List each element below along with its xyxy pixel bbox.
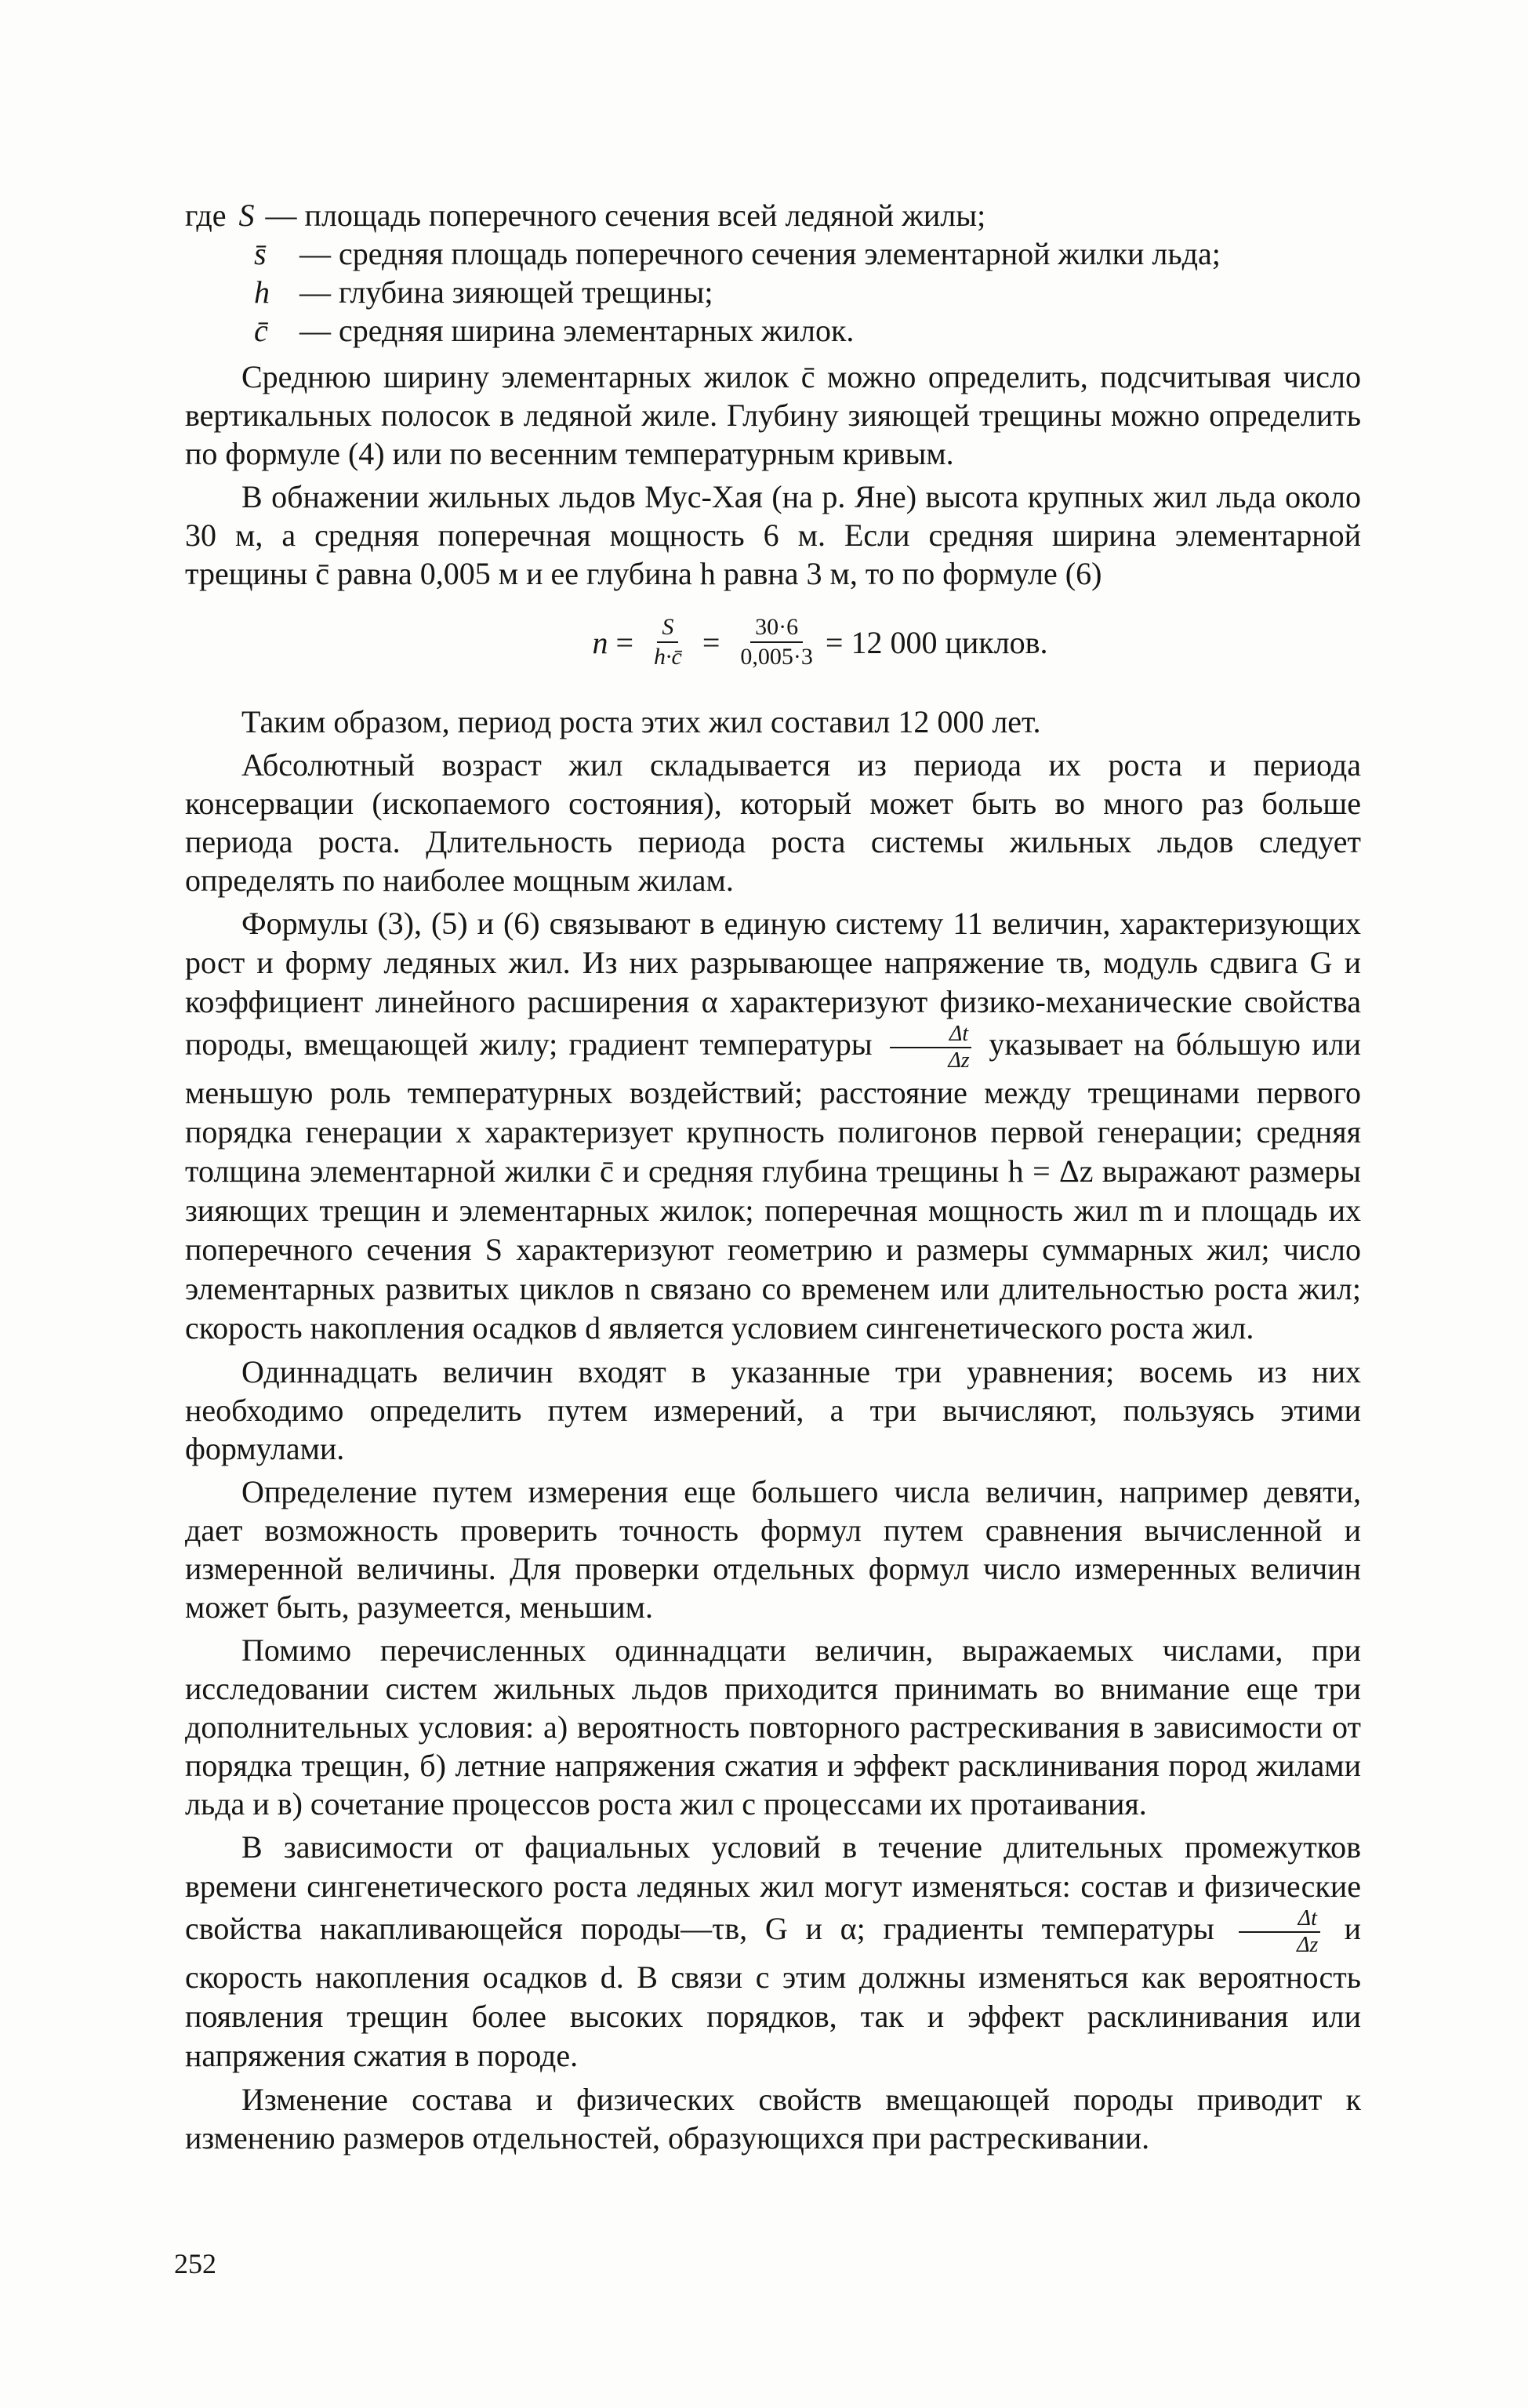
paragraph-text: указывает на бóльшую или меньшую роль температурных воздействий; расстояние между трещинами первого порядка генерации x характеризует крупность полигонов первой генерации; средняя толщина элементарной жилки c̄ и средняя глубина трещины h = Δz выражают размеры зияющих трещин и элементарных жилок; поперечная мощность жил m и площадь их поперечного сечения S характеризуют геометрию и размеры суммарных жил; число элементарных развитых циклов n связано со временем или длительностью роста жил; скорость накопления осадков d является условием сингенетического роста жил. xyxy=(185,1026,1362,1346)
paragraph: Среднюю ширину элементарных жилок c̄ можно определить, подсчитывая число вертикальных полосок в ледяной жиле. Глубину зияющей трещины можно определить по формуле (4) или по весенним температурным кривым. xyxy=(185,359,1361,471)
definition-item xyxy=(185,311,1361,350)
definition-text: — средняя ширина элементарных жилок. xyxy=(299,313,855,348)
definition-item xyxy=(185,196,1361,234)
fraction-denominator: 0,005·3 xyxy=(740,644,813,670)
definition-text: — глубина зияющей трещины; xyxy=(299,274,713,310)
fraction xyxy=(735,613,818,671)
formula xyxy=(279,613,1361,671)
inline-fraction xyxy=(890,1022,971,1073)
fraction-denominator: h·c̄ xyxy=(654,644,682,670)
paragraph: Абсолютный возраст жил складывается из периода их роста и периода консервации (ископаемого состояния), который может быть во много раз больше периода роста. Длительность периода роста системы жильных льдов следует определять по наиболее мощным жилам. xyxy=(185,747,1361,898)
definition-item xyxy=(185,273,1361,311)
fraction-numerator: S xyxy=(657,613,678,643)
paragraph: В обнажении жильных льдов Мус-Хая (на р. Яне) высота крупных жил льда около 30 м, а средняя поперечная мощность 6 м. Если средняя ширина элементарной трещины c̄ равна 0,005 м и ее глубина h равна 3 м, то по формуле (6) xyxy=(185,479,1361,591)
fraction-denominator: Δz xyxy=(948,1048,970,1073)
formula-equals: = xyxy=(615,624,633,660)
definition-symbol: S xyxy=(238,198,255,233)
paragraph: Одиннадцать величин входят в указанные три уравнения; восемь из них необходимо определить путем измерений, а три вычисляют, пользуясь этими формулами. xyxy=(185,1354,1361,1466)
inline-fraction xyxy=(1239,1906,1320,1958)
paragraph xyxy=(185,1828,1361,2076)
definition-symbol: c̄ xyxy=(254,313,268,348)
formula-lhs: n xyxy=(592,624,608,660)
fraction-denominator: Δz xyxy=(1297,1933,1319,1957)
paragraph-text: и скорость накопления осадков d. В связи с этим должны изменяться как вероятность появления трещин более высоких порядков, так и эффект расклинивания или напряжения сжатия в породе. xyxy=(185,1911,1362,2073)
definition-item xyxy=(185,234,1361,273)
formula-result: = 12 000 циклов. xyxy=(825,624,1048,660)
paragraph: Изменение состава и физических свойств вмещающей породы приводит к изменению размеров отдельностей, образующихся при растрескивании. xyxy=(185,2082,1361,2156)
definitions-list xyxy=(185,196,1361,350)
fraction-numerator: Δt xyxy=(1239,1906,1320,1933)
definition-text: — средняя площадь поперечного сечения элементарной жилки льда; xyxy=(299,236,1221,271)
fraction-numerator: 30·6 xyxy=(750,613,803,643)
text-column xyxy=(185,196,1361,2162)
definition-lead: где xyxy=(185,198,227,233)
fraction xyxy=(649,613,687,671)
paragraph: Таким образом, период роста этих жил составил 12 000 лет. xyxy=(241,704,1041,739)
definition-text: — площадь поперечного сечения всей ледяной жилы; xyxy=(265,198,986,233)
definition-symbol: s̄ xyxy=(254,236,267,271)
paragraph xyxy=(185,904,1361,1348)
fraction-numerator: Δt xyxy=(890,1022,971,1048)
paragraph-text: В зависимости от фациальных условий в течение длительных промежутков времени сингенетического роста ледяных жил могут изменяться: состав и физические свойства накапливающейся породы—τв, G и α; градиенты температуры xyxy=(185,1829,1361,1947)
formula-equals: = xyxy=(702,624,720,660)
paragraph: Помимо перечисленных одиннадцати величин, выражаемых числами, при исследовании систем жильных льдов приходится принимать во внимание еще три дополнительных условия: а) вероятность повторного растрескивания в зависимости от порядка трещин, б) летние напряжения сжатия и эффект расклинивания пород жилами льда и в) сочетание процессов роста жил с процессами их протаивания. xyxy=(185,1633,1361,1821)
paragraph-text: Формулы (3), (5) и (6) связывают в единую систему 11 величин, характеризующих рост и форму ледяных жил. Из них разрывающее напряжение τв, модуль сдвига G и коэффициент линейного расширения α характеризуют физико-механические свойства породы, вмещающей жилу; градиент температуры xyxy=(185,906,1361,1062)
page-number: 252 xyxy=(174,2248,216,2279)
paragraph: Определение путем измерения еще большего числа величин, например девяти, дает возможность проверить точность формул путем сравнения вычисленной и измеренной величины. Для проверки отдельных формул число измеренных величин может быть, разумеется, меньшим. xyxy=(185,1474,1361,1625)
definition-symbol: h xyxy=(254,274,270,310)
